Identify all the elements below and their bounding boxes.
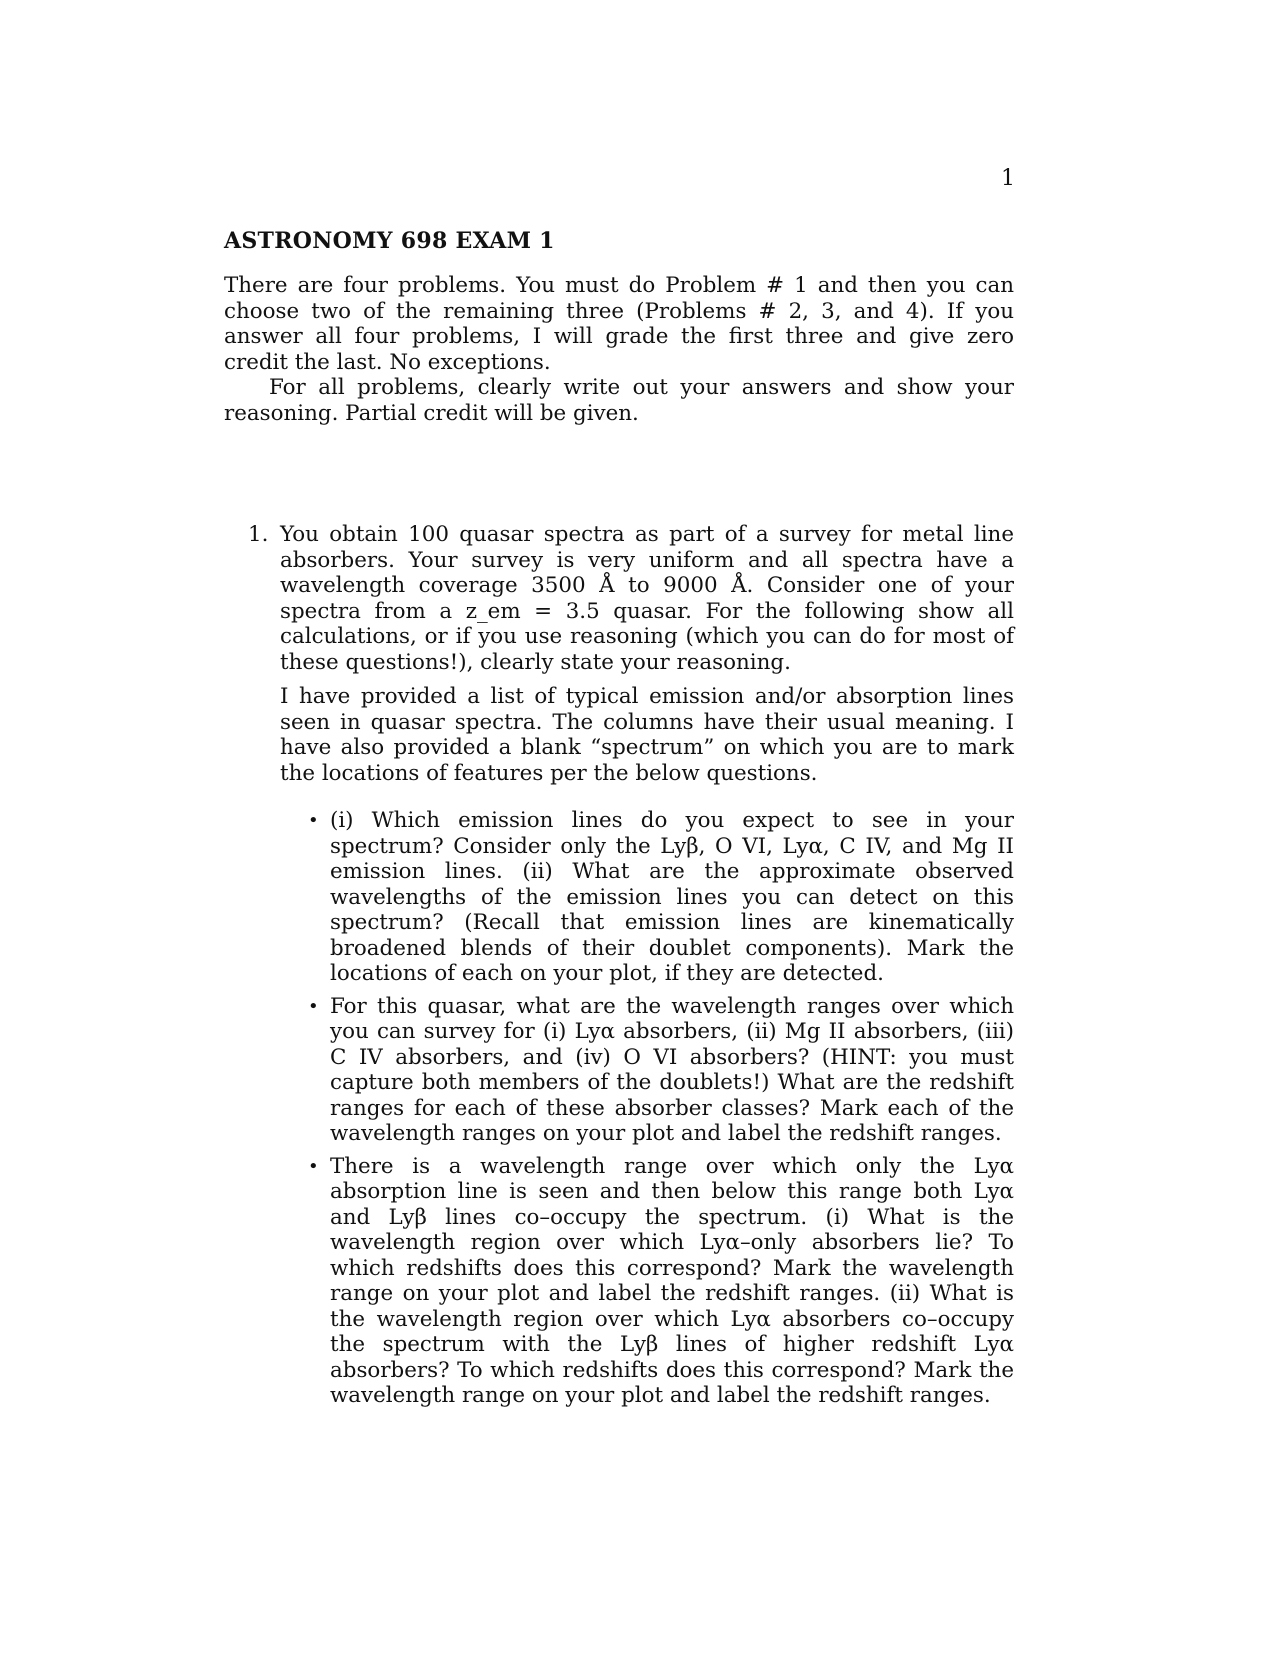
question-text: There is a wavelength range over which only the Lyα absorption line is seen and then below this range both Lyα and Lyβ lines co–occupy the spectrum. (i) What is the wavelength region over which Lyα–only absorbers lie? To which redshifts does this correspond? Mark the wavelength range on your plot and label the redshift ranges. (ii) What is the wavelength region over which Lyα absorbers co–occupy the spectrum with the Lyβ lines of higher redshift Lyα absorbers? To which redshifts does this correspond? Mark the wavelength range on your plot and label the redshift ranges. [330,1153,1014,1408]
problem-paragraph-2: I have provided a list of typical emission and/or absorption lines seen in quasar spectra. The columns have their usual meaning. I have also provided a blank “spectrum” on which you are to mark the locations of features per the below questions. [280,684,1014,786]
bullet-icon: • [308,810,319,831]
bullet-icon: • [308,995,319,1017]
problem-body [280,522,1014,1409]
question-item [308,808,1014,987]
instructions [224,273,1014,426]
instructions-paragraph-2: For all problems, clearly write out your answers and show your reasoning. Partial credit will be given. [224,375,1014,426]
instructions-paragraph-1: There are four problems. You must do Problem # 1 and then you can choose two of the remaining three (Problems # 2, 3, and 4). If you answer all four problems, I will grade the first three and give zero credit the last. No exceptions. [224,273,1014,375]
question-item [308,1153,1014,1409]
problem-1 [248,522,1014,1416]
question-text: (i) Which emission lines do you expect to see in your spectrum? Consider only the Lyβ, O VI, Lyα, C IV, and Mg II emission lines. (ii) What are the approximate observed wavelengths of the emission lines you can detect on this spectrum? (Recall that emission lines are kinematically broadened blends of their doublet components). Mark the locations of each on your plot, if they are detected. [330,808,1014,986]
question-list [280,808,1014,1409]
question-text: For this quasar, what are the wavelength ranges over which you can survey for (i) Lyα absorbers, (ii) Mg II absorbers, (iii) C IV absorbers, and (iv) O VI absorbers? (HINT: you must capture both members of the doublets!) What are the redshift ranges for each of these absorber classes? Mark each of the wavelength ranges on your plot and label the redshift ranges. [330,993,1014,1146]
page-number: 1 [1001,166,1015,191]
question-item [308,993,1014,1147]
bullet-icon: • [308,1155,319,1177]
problem-paragraph-1: You obtain 100 quasar spectra as part of a survey for metal line absorbers. Your survey is very uniform and all spectra have a wavelength coverage 3500 Å to 9000 Å. Consider one of your spectra from a z_em = 3.5 quasar. For the following show all calculations, or if you use reasoning (which you can do for most of these questions!), clearly state your reasoning. [280,522,1014,675]
exam-title: ASTRONOMY 698 EXAM 1 [224,228,555,254]
problem-number: 1. [248,522,269,547]
